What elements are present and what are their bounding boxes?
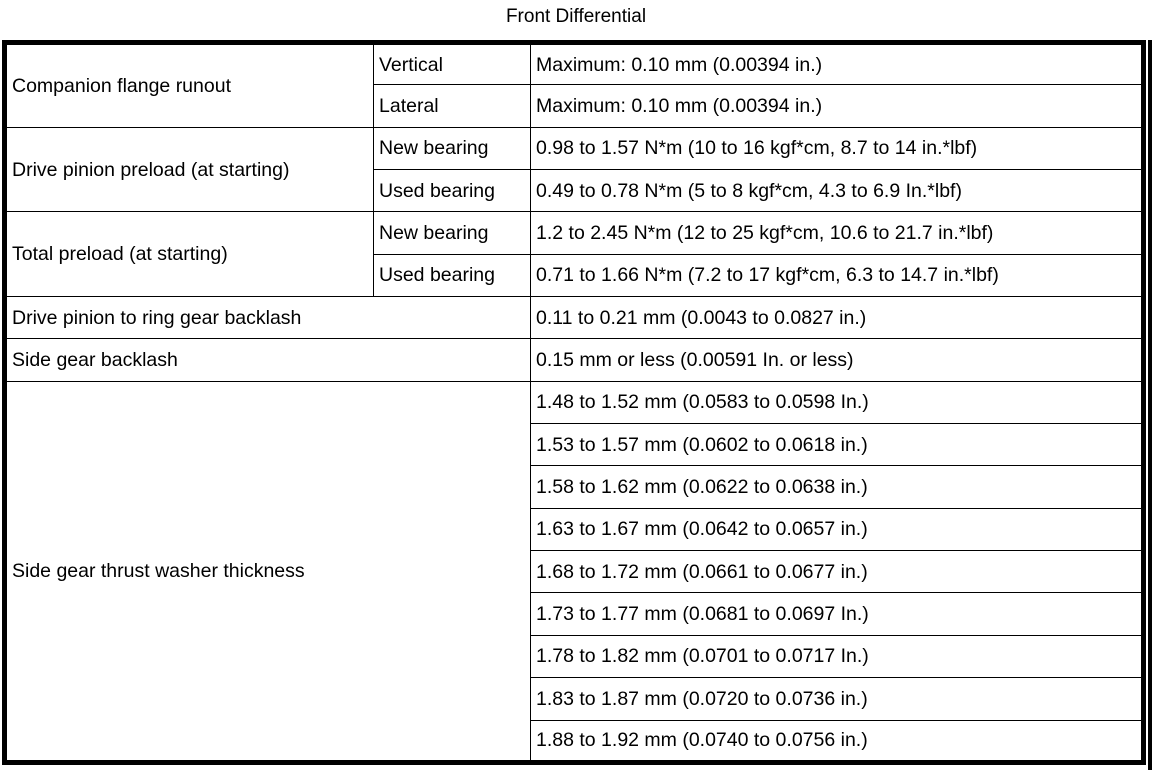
spec-sublabel: New bearing bbox=[374, 212, 531, 254]
spec-value: 1.2 to 2.45 N*m (12 to 25 kgf*cm, 10.6 to 21.7 in.*lbf) bbox=[531, 212, 1144, 254]
spec-label: Companion flange runout bbox=[5, 43, 374, 128]
table-row bbox=[5, 212, 1144, 254]
spec-value: 1.68 to 1.72 mm (0.0661 to 0.0677 in.) bbox=[531, 551, 1144, 593]
table-row bbox=[5, 381, 1144, 423]
spec-value: 1.58 to 1.62 mm (0.0622 to 0.0638 in.) bbox=[531, 466, 1144, 508]
spec-sublabel: Used bearing bbox=[374, 170, 531, 212]
spec-value: 1.63 to 1.67 mm (0.0642 to 0.0657 in.) bbox=[531, 508, 1144, 550]
table-row bbox=[5, 43, 1144, 85]
spec-label: Side gear backlash bbox=[5, 339, 531, 381]
spec-value: 1.78 to 1.82 mm (0.0701 to 0.0717 In.) bbox=[531, 635, 1144, 677]
table-row bbox=[5, 297, 1144, 339]
spec-sublabel: Vertical bbox=[374, 43, 531, 85]
spec-value: 0.98 to 1.57 N*m (10 to 16 kgf*cm, 8.7 to 14 in.*lbf) bbox=[531, 127, 1144, 169]
spec-value: 1.48 to 1.52 mm (0.0583 to 0.0598 In.) bbox=[531, 381, 1144, 423]
spec-value: 0.71 to 1.66 N*m (7.2 to 17 kgf*cm, 6.3 to 14.7 in.*lbf) bbox=[531, 254, 1144, 296]
spec-sublabel: Lateral bbox=[374, 85, 531, 127]
spec-sublabel: Used bearing bbox=[374, 254, 531, 296]
page-title: Front Differential bbox=[505, 6, 647, 27]
page-edge-bar bbox=[1148, 40, 1152, 770]
spec-label: Side gear thrust washer thickness bbox=[5, 381, 531, 762]
spec-value: Maximum: 0.10 mm (0.00394 in.) bbox=[531, 43, 1144, 85]
spec-label: Total preload (at starting) bbox=[5, 212, 374, 297]
spec-table bbox=[2, 40, 1146, 765]
spec-label: Drive pinion to ring gear backlash bbox=[5, 297, 531, 339]
spec-sublabel: New bearing bbox=[374, 127, 531, 169]
spec-value: 1.88 to 1.92 mm (0.0740 to 0.0756 in.) bbox=[531, 720, 1144, 763]
spec-value: 0.49 to 0.78 N*m (5 to 8 kgf*cm, 4.3 to 6.9 In.*lbf) bbox=[531, 170, 1144, 212]
spec-value: 0.11 to 0.21 mm (0.0043 to 0.0827 in.) bbox=[531, 297, 1144, 339]
spec-value: 1.83 to 1.87 mm (0.0720 to 0.0736 in.) bbox=[531, 678, 1144, 720]
spec-label: Drive pinion preload (at starting) bbox=[5, 127, 374, 212]
spec-value: 0.15 mm or less (0.00591 In. or less) bbox=[531, 339, 1144, 381]
table-row bbox=[5, 339, 1144, 381]
spec-value: 1.53 to 1.57 mm (0.0602 to 0.0618 in.) bbox=[531, 424, 1144, 466]
spec-value: Maximum: 0.10 mm (0.00394 in.) bbox=[531, 85, 1144, 127]
table-row bbox=[5, 127, 1144, 169]
spec-value: 1.73 to 1.77 mm (0.0681 to 0.0697 In.) bbox=[531, 593, 1144, 635]
